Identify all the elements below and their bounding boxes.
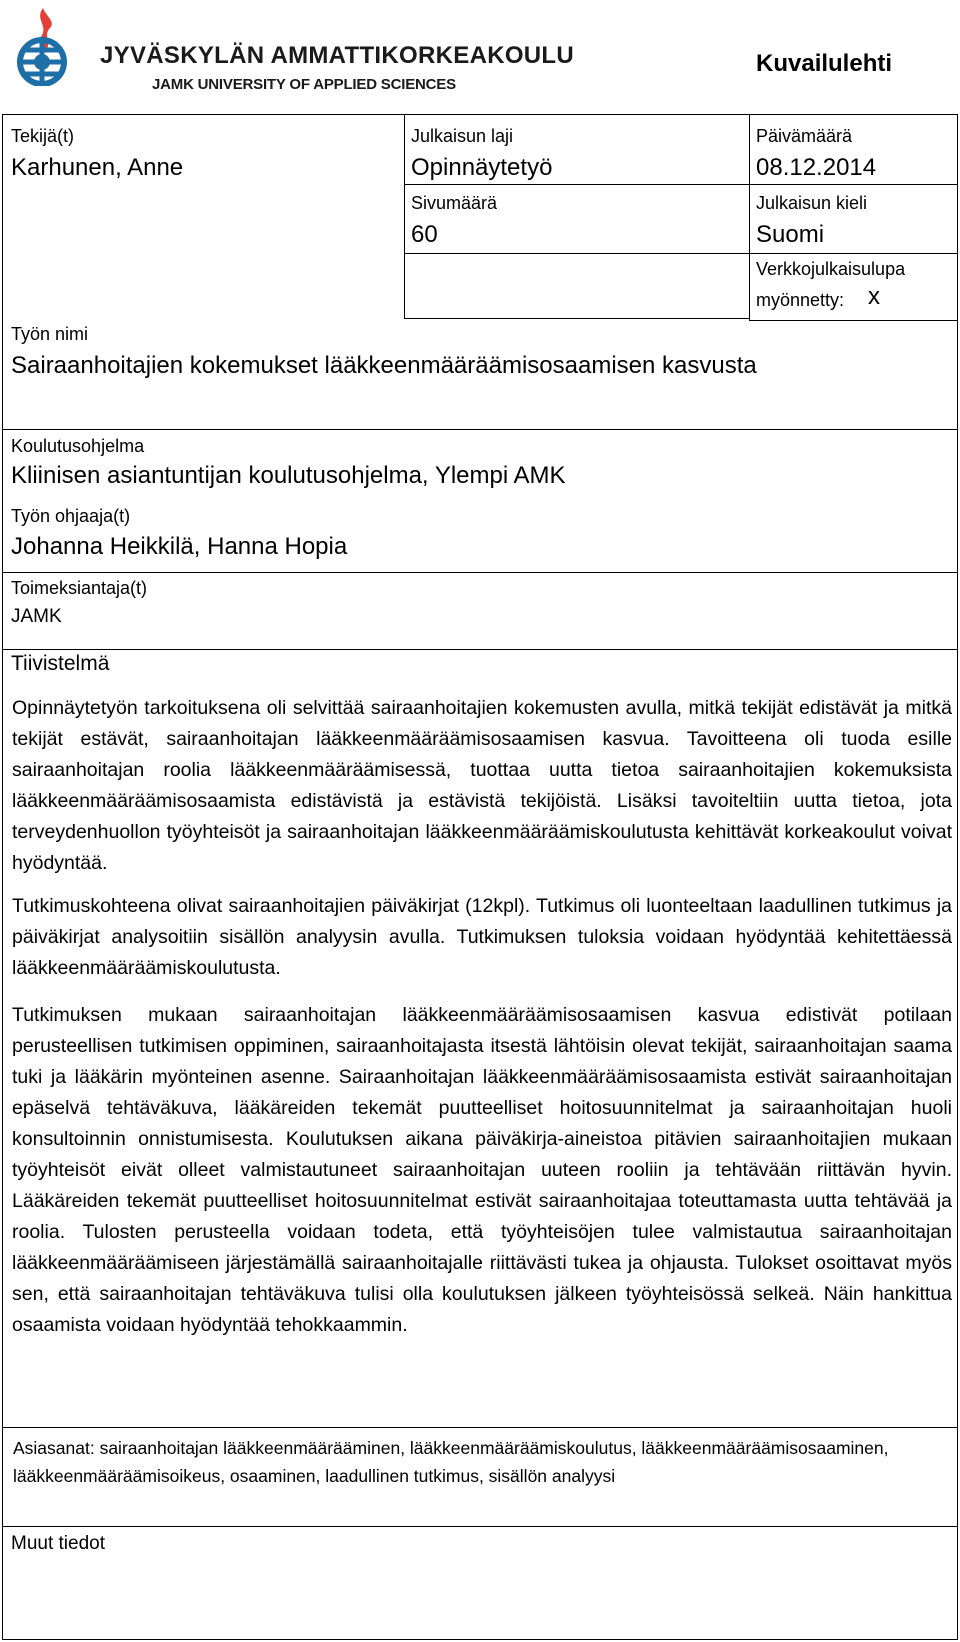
online-label: Verkkojulkaisulupa (756, 259, 906, 279)
author-label: Tekijä(t) (11, 126, 75, 146)
abstract-paragraph-2: Tutkimuskohteena olivat sairaanhoitajien päiväkirjat (12kpl). Tutkimus oli luonteeltaan laadullinen tutkimus ja päiväkirjat analysoitiin sisällön analyysin avulla. Tutkimuksen tuloksia voidaan hyödyntää kehitettäessä lääkkeenmääräämiskoulutusta. (12, 895, 952, 979)
pub-type-value: Opinnäytetyö (411, 154, 553, 181)
pub-type-label: Julkaisun laji (411, 126, 514, 146)
other-info-label: Muut tiedot (11, 1533, 105, 1554)
language-value: Suomi (756, 221, 825, 248)
pages-value: 60 (411, 221, 438, 248)
supervisor-value: Johanna Heikkilä, Hanna Hopia (11, 533, 348, 560)
jamk-logo-icon (10, 6, 76, 86)
online-value: x (868, 283, 880, 310)
online-value-label: myönnetty: (756, 290, 845, 310)
programme-value: Kliinisen asiantuntijan koulutusohjelma, Ylempi AMK (11, 462, 566, 489)
supervisor-label: Työn ohjaaja(t) (11, 506, 131, 526)
form-title: Kuvailulehti (756, 50, 893, 77)
title-value: Sairaanhoitajien kokemukset lääkkeenmääräämisosaamisen kasvusta (11, 352, 757, 379)
language-label: Julkaisun kieli (756, 193, 868, 213)
date-value: 08.12.2014 (756, 154, 877, 181)
author-value: Karhunen, Anne (11, 154, 184, 181)
abstract-paragraph-3: Tutkimuksen mukaan sairaanhoitajan lääkkeenmääräämisosaamisen kasvua edistivät potilaan perusteellisen tutkimisen oppiminen, sairaanhoitajasta itsestä lähtöisin olevat tekijät, sairaanhoitajan saama tuki ja lääkärin myönteinen asenne. Sairaanhoitajan lääkkeenmääräämisosaamista estivät sairaanhoitajan epäselvä tehtäväkuva, lääkäreiden tekemät puutteelliset hoitosuunnitelmat ja sairaanhoitajan huoli konsultoinnin onnistumisesta. Koulutuksen aikana päiväkirja-aineistoa pitävien sairaanhoitajien mukaan työyhteisöt eivät olleet valmistautuneet sairaanhoitajan uuteen rooliin ja tehtävään riittävän hyvin. Lääkäreiden tekemät puutteelliset hoitosuunnitelmat estivät sairaanhoitajaa toteuttamasta uutta tehtävää ja roolia. Tulosten perusteella voidaan todeta, että työyhteisöjen tulee valmistautua sairaanhoitajan lääkkeenmääräämiseen järjestämällä sairaanhoitajalle riittävästi tukea ja ohjausta. Tulokset osoittavat myös sen, että sairaanhoitajan tehtäväkuva tulisi olla koulutuksen jälkeen työyhteisössä selkeä. Näin hankittua osaamista voidaan hyödyntää tehokkaammin. (12, 1004, 952, 1336)
commissioner-label: Toimeksiantaja(t) (11, 578, 148, 598)
abstract-label: Tiivistelmä (11, 652, 110, 675)
keywords-text: Asiasanat: sairaanhoitajan lääkkeenmäärääminen, lääkkeenmääräämiskoulutus, lääkkeenmääräämisosaaminen, lääkkeenmääräämisoikeus, osaaminen, laadullinen tutkimus, sisällön analyysi (13, 1438, 889, 1486)
pages-label: Sivumäärä (411, 193, 498, 213)
title-label: Työn nimi (11, 324, 89, 344)
date-label: Päivämäärä (756, 126, 853, 146)
commissioner-value: JAMK (11, 606, 62, 627)
org-name: JYVÄSKYLÄN AMMATTIKORKEAKOULU (100, 42, 575, 69)
programme-label: Koulutusohjelma (11, 436, 145, 456)
abstract-paragraph-1: Opinnäytetyön tarkoituksena oli selvittää sairaanhoitajien kokemusten avulla, mitkä tekijät edistävät ja mitkä tekijät estävät, sairaanhoitajan lääkkeenmääräämisosaamisen kasvua. Tavoitteena oli tuoda esille sairaanhoitajan roolia lääkkeenmääräämisessä, tuottaa uutta tietoa sairaanhoitajien kokemuksista lääkkeenmääräämisosaamista edistävistä ja estävistä tekijöistä. Lisäksi tavoiteltiin uutta tietoa, jota terveydenhuollon työyhteisöt ja sairaanhoitajan lääkkeenmääräämiskoulutusta kehittävät korkeakoulut voivat hyödyntää. (12, 697, 952, 874)
org-name-en: JAMK UNIVERSITY OF APPLIED SCIENCES (152, 76, 456, 93)
empty-cell (404, 253, 750, 319)
other-info-box (2, 1526, 958, 1640)
